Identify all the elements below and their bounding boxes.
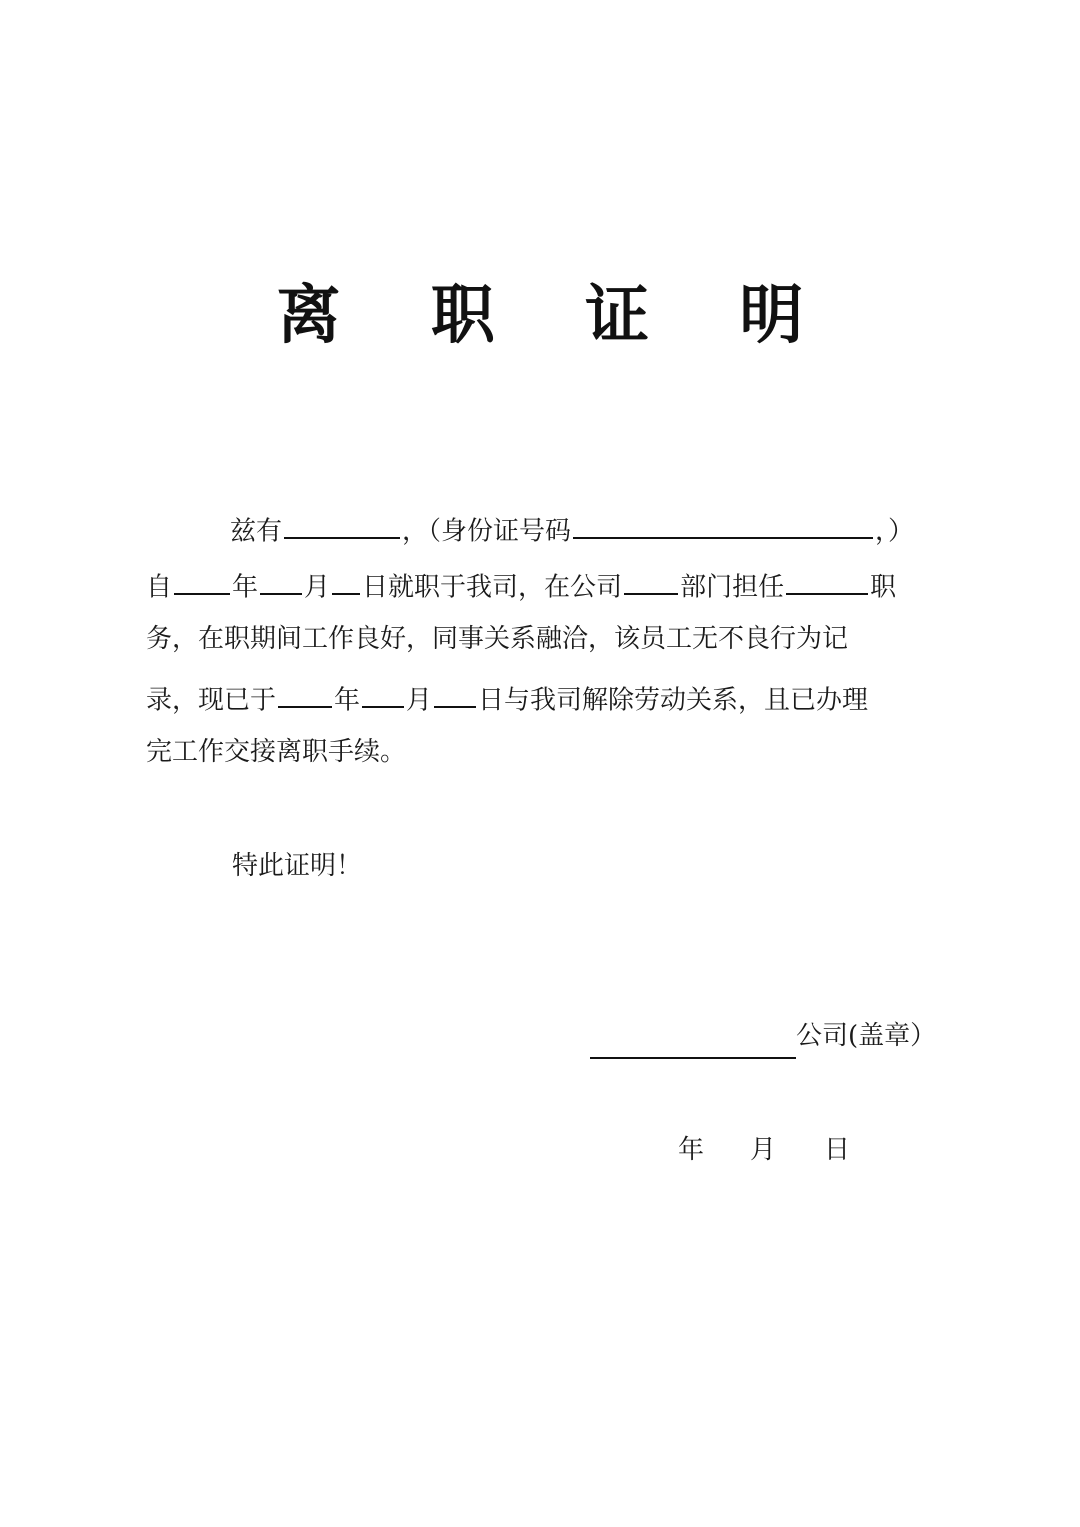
text-segment: 日与我司解除劳动关系，且已办理: [478, 685, 869, 716]
text-segment: 兹有: [230, 516, 283, 547]
start-day-blank[interactable]: [332, 566, 360, 595]
text-segment: ，（身份证号码: [402, 516, 572, 547]
text-segment: ，）: [875, 516, 915, 547]
paragraph-line-3: 务，在职期间工作良好，同事关系融洽，该员工无不良行为记: [146, 624, 849, 654]
sign-day-label: 日: [824, 1135, 851, 1165]
id-number-blank[interactable]: [573, 510, 873, 539]
paragraph-line-5: 完工作交接离职手续。: [146, 737, 407, 767]
end-day-blank[interactable]: [434, 679, 476, 708]
sign-month-label: 月: [750, 1135, 777, 1165]
text-segment: 月: [406, 685, 433, 716]
start-month-blank[interactable]: [260, 566, 302, 595]
name-blank[interactable]: [284, 510, 400, 539]
text-segment: 部门担任: [680, 572, 785, 603]
company-name-blank[interactable]: [590, 1057, 796, 1059]
text-segment: 自: [146, 572, 173, 603]
text-segment: 年: [334, 685, 361, 716]
closing-statement: 特此证明！: [232, 851, 363, 881]
position-blank[interactable]: [786, 566, 868, 595]
end-year-blank[interactable]: [278, 679, 332, 708]
start-year-blank[interactable]: [174, 566, 230, 595]
text-segment: 月: [304, 572, 331, 603]
document-title: 离 职 证 明: [276, 278, 838, 353]
paragraph-line-4: [146, 679, 868, 717]
text-segment: 录，现已于: [146, 685, 277, 716]
text-segment: 职: [870, 572, 897, 603]
department-blank[interactable]: [624, 566, 678, 595]
company-seal-label: 公司(盖章）: [796, 1021, 937, 1051]
text-segment: 年: [232, 572, 259, 603]
paragraph-line-1: [230, 510, 914, 548]
end-month-blank[interactable]: [362, 679, 404, 708]
paragraph-line-2: [146, 566, 896, 604]
sign-year-label: 年: [678, 1135, 705, 1165]
text-segment: 日就职于我司，在公司: [362, 572, 623, 603]
